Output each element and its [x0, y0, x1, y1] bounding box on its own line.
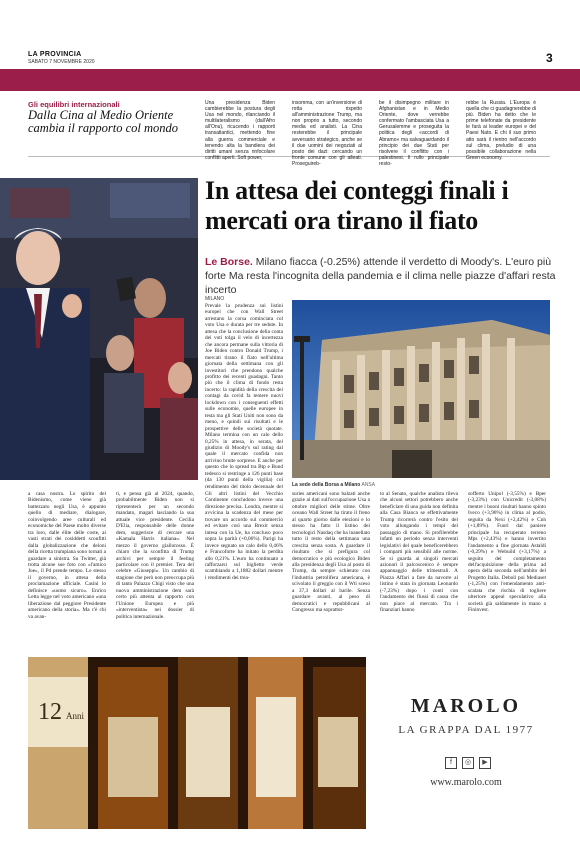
article-column: to al Senato, qualche analista rileva che alcuni settori potrebbero anche beneficiare di una guida non definita alla Casa Bianca se effettivamente Trump ricorrerà contro l'esito del voto allungando i tempi del passaggio di mano. Si profilerebbe infatti un periodo senza interventi legislativi del quale beneficerebbero i comparti più sensibili alle norme. Se si guarda ai singoli mercati azionari il palcoscenico è sempre appannaggio delle trimestrali. A Piazza Affari a fare da navorre al listino è stata in giornata Leonardo (-7,23%) dopo i conti con l'andamento dei flussi di cassa che non piace al mercato. Tra i finanziari hanno	[380, 491, 458, 614]
section-color-bar	[0, 69, 580, 91]
masthead: LA PROVINCIA	[28, 51, 82, 58]
instagram-icon[interactable]: ◎	[462, 757, 474, 769]
deck-lead: Le Borse.	[205, 256, 253, 268]
article-column: ti, e pensa già al 2024, quando, probabilmente Biden non si ripresenterà per un secondo mandato, magari lasciando la sua attuale vice presidente. Cecilia D'Elia, responsabile delle donne dem, suggerisce di cercare una «Kamala Harris italiana». Nel mezzo il governo giallorosso. È chiaro che la sconfitta di Trump archivi per sempre il feeling particolare con il premier. Tera del celebre «Giuseppi». Un cambio di stagione che però non preoccupa più di tanto Palazzo Chigi visto che una nuova amministrazione dem sarà certo più attenta al rapporto con l'Unione Europea e più «interventista» nei dossier di politica internazionale.	[116, 491, 194, 620]
issue-date: SABATO 7 NOVEMBRE 2020	[28, 59, 95, 65]
page-number: 3	[546, 51, 553, 65]
biden-photo	[0, 178, 198, 480]
photo-credit: ANSA	[361, 482, 376, 488]
facebook-icon[interactable]: f	[445, 757, 457, 769]
sidebar-column: Una presidenza Biden cambierebbe la postura degli Usa nel mondo, rilanciando il multilateralismo (dall'Afro all'Onu), ricucendo i rapporti transatlantici, mettendo fine alla guerra commerciale e tenendo alta la bandiera dei diritti umani senza rinfocolare conflitti aperti. Soft power,	[205, 100, 275, 161]
photo-caption	[292, 482, 375, 488]
article-column: a casa nostra. Lo spirito del Bidenismo, come viene già battezzato negli Usa, è appunto quello di mediare, dialogare, coinvolgendo aree culturali ed economiche del Paese molto diverse tra loro, dalle élite delle coste, ai vasti strati dei cosiddetti sconfitti dalla globalizzazione che deloni della ricetta trumpiana sono tornati a guardare a sinistra. Su Twitter, già trotta alcune sue foto con «l'amico Joe», il Pd prende tempo. Lo stesso il governo, in attesa della proclamazione ufficiale. Casini lo definisce «uomo sicuro». Enrico Letta legge nel voto americano «una liberazione dal peggiore Presidente americano della storia». Ma c'è chi va avan-	[28, 491, 106, 620]
sidebar-column: be il disimpegno militare in Afghanistan e in Medio Oriente, dove verrebbe confermato l'ambasciata Usa a Gerusalemme e proseguita la politica degli «accordi di Abramo» ma salvaguardando il principio dei due Stati per risolvere il conflitto con i palestinesi. Il rullo principale resto-	[379, 100, 449, 167]
article-column: suries americani sono balzati anche grazie ai dati sull'occupazione Usa a ottobre migliori delle stime. Oltre oceano Wall Street ha tirato il freno al quarto giorno dalle elezioni e lo stesso ha fatto il listino dei tecnologici Nasdaq che ha inanellato tutto il resto della settimana una crescita senza sosta. A guardare il risultato che si prefigura col democratico e più ecologico Biden alla presidenza degli Usa al posto di Trump, da sempre schierato con l'industria petrolifera americana, è scivolato il greggio con il Wti sceso a 37,3 dollari al barile. Senza guardare avanti, al peso di democratici e repubblicani al Congresso ma soprattut-	[292, 491, 370, 614]
ad-slogan: LA GRAPPA DAL 1977	[398, 724, 534, 736]
sidebar-headline: Dalla Cina al Medio Oriente cambia il rapporto col mondo	[28, 108, 178, 135]
grappa-bottles-image	[28, 657, 366, 829]
bottle-label-sub: Anni	[66, 711, 84, 721]
sidebar-kicker: Gli equilibri internazionali	[28, 100, 120, 109]
main-deck	[205, 255, 565, 297]
deck-text: Milano fiacca (-0.25%) attende il verdetto di Moody's. L'euro più forte Ma resta l'incognita della pandemia e il clima nelle piazze d'affari resta incerto	[205, 256, 556, 296]
bottle-label-number: 12	[38, 699, 62, 725]
youtube-icon[interactable]: ▶	[479, 757, 491, 769]
sidebar-column: rebbe la Russia. L'Europa è quella che ci guadagnerebbe di più. Biden ha detto che le prime telefonate da presidente le farà ai leader europei e del Paesi Nato. E chi il suo primo atto sarà il rientro nell'accordo sul clima, preludio di una possibile collaborazione nella Green economy.	[466, 100, 536, 161]
social-icons	[433, 757, 503, 769]
ad-url[interactable]: www.marolo.com	[430, 777, 502, 788]
sidebar-column: insomma, con un'inversione di rotta rispetto all'amministrazione Trump, ma non proprio a tutto, secondo media ed analisti. La Cina resterebbe il principale avversario strategico, anche se il due uomini dei negoziati al posto dei dazi: cercando un fronte comune con gli alleati. Proseguireb-	[292, 100, 362, 167]
article-column: Gli altri listini del Vecchio Continente concludono invece una direzione precisa. Londra, mentre si avvicina la scadenza del mese per trovare un accordo sul commercio ed evitare così una Brexit senza intesa con la Ue, ha concluso poco sopra la parità (+0,06%). Parigi ha invece segnato un calo dello 0,46% e Francoforte ha initato la perdita allo 0,21%. L'euro ha continuato a rafforzarsi sul biglietto verde scambiando a 1,1882 dollari mentre i rendimenti dei trea-	[205, 491, 283, 581]
article-column: sofferto Unipol (-3,55%) e Bper (-3,23%) con Unicredit (-3,08%) mentre i buoni risultati hanno spinto Iveco (+3,96%) in clima al podio, seguita da Nexi (+2,42%) e Cnh (+1,89%). Fuori dal paniere principale ha recuperato terreno Mps (+2,43%) e hanno invertito l'andamento a fine giornata Astaldi (-0,29%) e Webuild (+3,17%) a seguito del completamento dell'acquisizione della prima ad opera della seconda nell'ambito del Progetto Italia. Deboli poi Mediaset (-1,25%) con l'emendamento anti-scalata che rischia di togliere ulteriore appeal speculativo alla società già saldamente in mano a Fininvest.	[468, 491, 546, 614]
main-headline: In attesa dei conteggi finali i mercati ora tirano il fiato	[205, 176, 509, 235]
ad-brand: MAROLO	[410, 695, 522, 717]
article-dateline: MILANO	[205, 296, 225, 302]
borsa-milano-photo	[292, 300, 550, 478]
article-column: Prevale la prudenza sui listini europei che con Wall Street arrestano la corsa cominciata col voto Usa e durata per tre sedute. In attesa che la conclusione della conta dei voti tolga il velo di incertezza che ancora permane sulla vittoria di Joe Biden contro Donald Trump, i mercati tirano il fiato nell'ultima giornata della settimana con gli investitori che prendono qualche profitto dei recenti guadagni. Tanto più che il clima di fondo resta incerto: la rapidità della crescita dei contagi da covid fa temere nuovi lockdown con i conseguenti effetti sulle economie, quelle europee in testa ma gli Stati Uniti non sono da meno, e quindi sui risultati e le prospettive delle società quotate. Milano termina con un calo dello 0,25% in attesa, in serata, del giudizio di Moody's sul rating dal quale il mercato confida non arrivino brutte sorprese. E anche per questo che lo spread tra Btp e Bund tedesco si restringe a 126 punti base (da 130 punti della vigilia) col rendimento del titolo decennale del	[205, 303, 283, 489]
caption-text: La sede della Borsa a Milano	[292, 482, 361, 488]
marolo-advertisement[interactable]	[28, 657, 548, 829]
